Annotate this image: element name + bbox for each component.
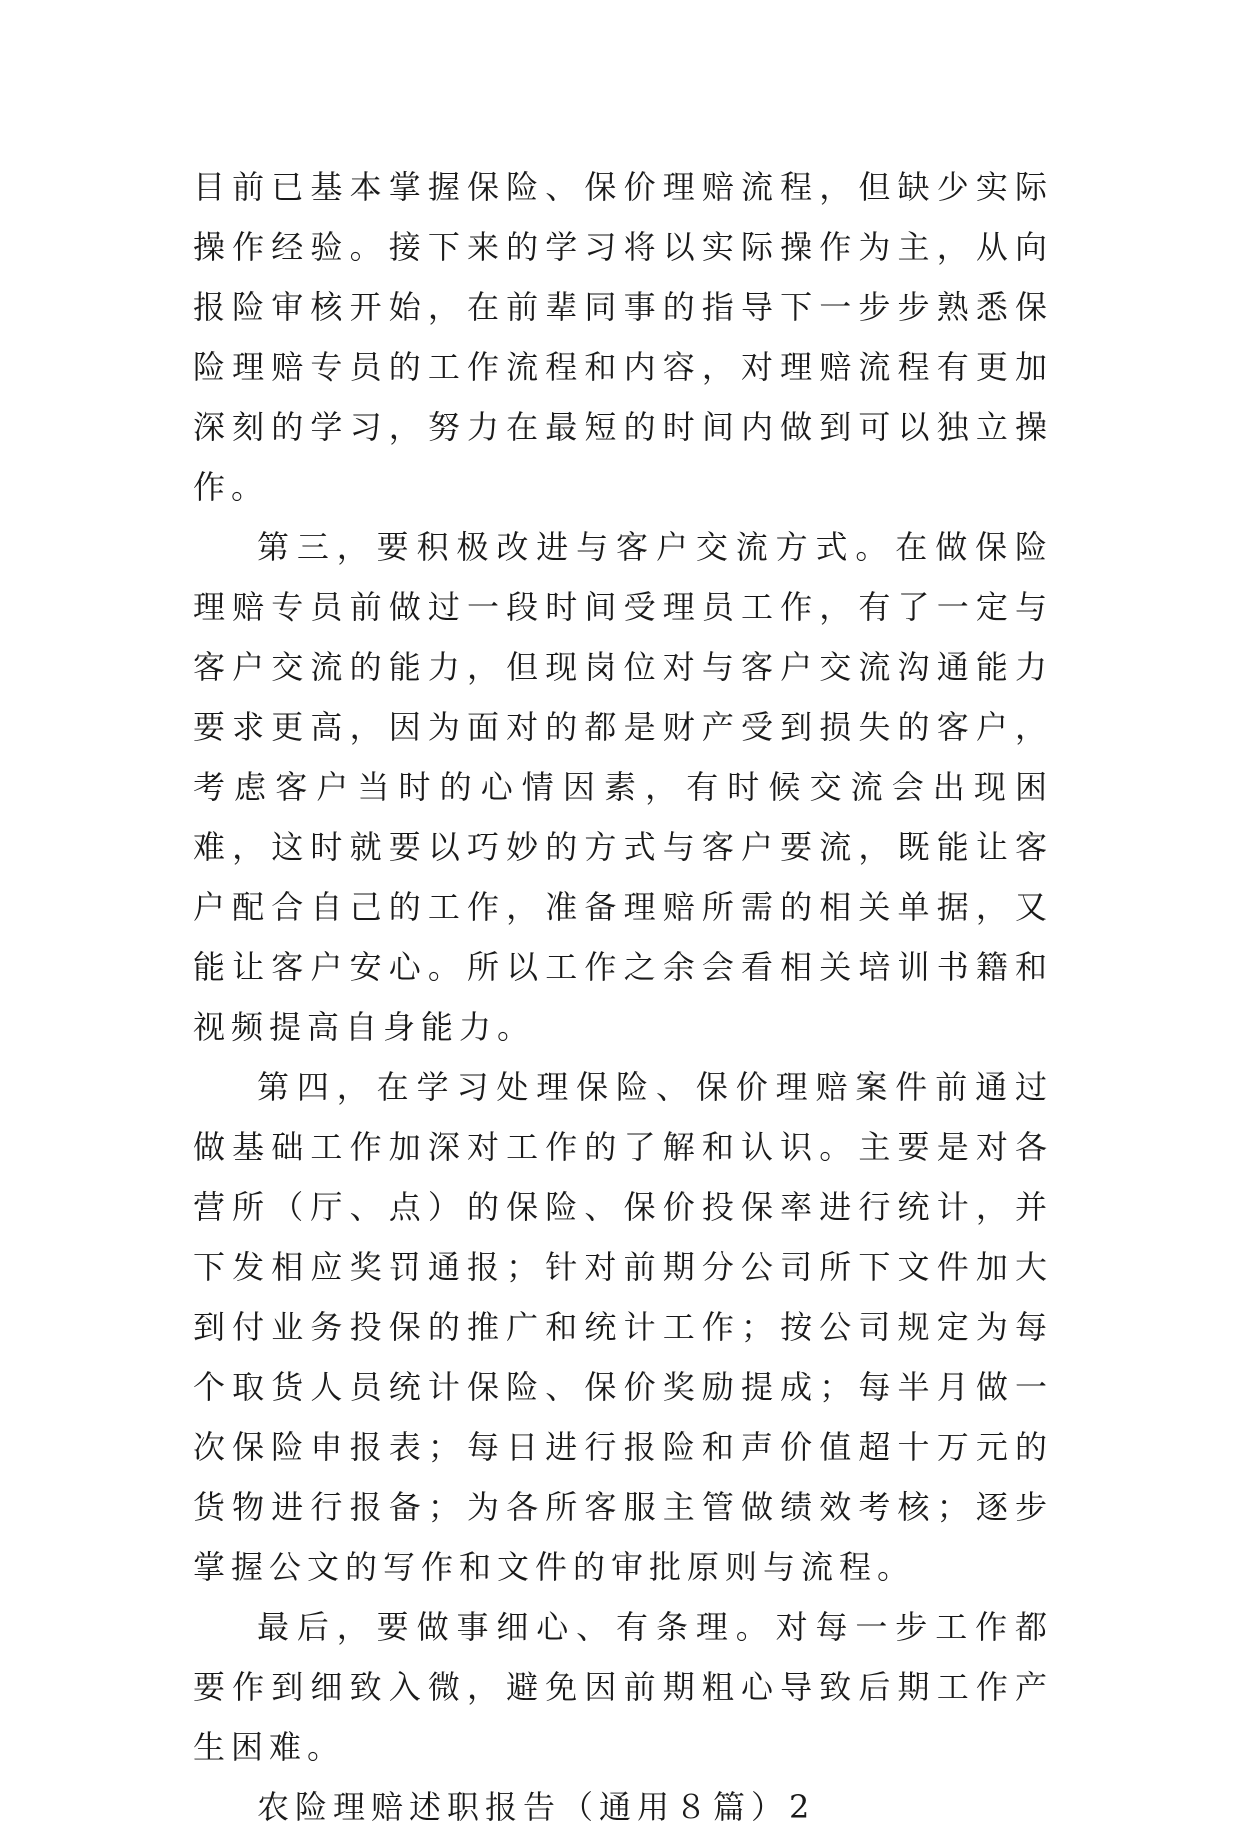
document-body	[193, 157, 1053, 1837]
section-heading: 农险理赔述职报告（通用８篇）2	[257, 1788, 816, 1826]
paragraph-1: 目前已基本掌握保险、保价理赔流程，但缺少实际操作经验。接下来的学习将以实际操作为主，从向报险审核开始，在前辈同事的指导下一步步熟悉保险理赔专员的工作流程和内容，对理赔流程有更加深刻的学习，努力在最短的时间内做到可以独立操作。	[193, 168, 1053, 506]
paragraph-3: 第四，在学习处理保险、保价理赔案件前通过做基础工作加深对工作的了解和认识。主要是对各营所（厅、点）的保险、保价投保率进行统计，并下发相应奖罚通报；针对前期分公司所下文件加大到付业务投保的推广和统计工作；按公司规定为每个取货人员统计保险、保价奖励提成；每半月做一次保险申报表；每日进行报险和声价值超十万元的货物进行报备；为各所客服主管做绩效考核；逐步掌握公文的写作和文件的审批原则与流程。	[193, 1068, 1053, 1586]
paragraph-2: 第三，要积极改进与客户交流方式。在做保险理赔专员前做过一段时间受理员工作，有了一定与客户交流的能力，但现岗位对与客户交流沟通能力要求更高，因为面对的都是财产受到损失的客户，考虑客户当时的心情因素，有时候交流会出现困难，这时就要以巧妙的方式与客户要流，既能让客户配合自己的工作，准备理赔所需的相关单据，又能让客户安心。所以工作之余会看相关培训书籍和视频提高自身能力。	[193, 528, 1053, 1046]
paragraph-4: 最后，要做事细心、有条理。对每一步工作都要作到细致入微，避免因前期粗心导致后期工作产生困难。	[193, 1608, 1053, 1766]
